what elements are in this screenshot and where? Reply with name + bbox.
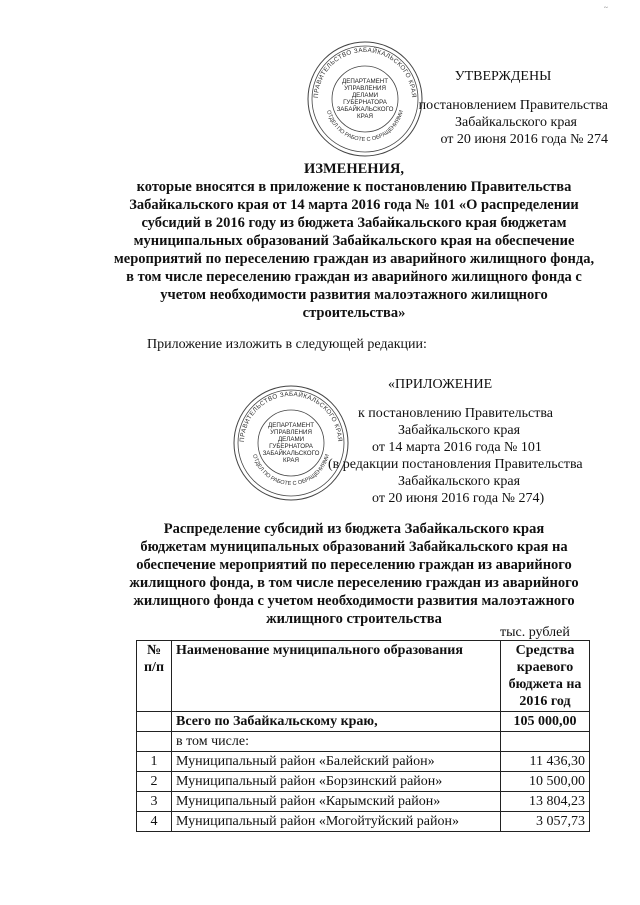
appendix-block: [328, 376, 608, 507]
approval-line: от 20 июня 2016 года № 274: [440, 132, 608, 147]
stamp-line: ДЕЛАМИ: [351, 92, 379, 99]
row-name: Муниципальный район «Борзинский район»: [172, 772, 501, 792]
appendix-line: Забайкальского края: [398, 474, 521, 489]
row-value: 13 804,23: [501, 792, 590, 812]
row-num: 4: [137, 812, 172, 832]
stamp-ring-top: ПРАВИТЕЛЬСТВО ЗАБАЙКАЛЬСКОГО КРАЯ: [312, 46, 418, 99]
table-row: [137, 752, 590, 772]
total-value: 105 000,00: [501, 712, 590, 732]
row-num: 1: [137, 752, 172, 772]
row-value: 11 436,30: [501, 752, 590, 772]
heading-line: субсидий в 2016 году из бюджета Забайкальского края бюджетам: [141, 215, 567, 231]
subheader-label: в том числе:: [172, 732, 501, 752]
appendix-line: к постановлению Правительства: [358, 406, 554, 421]
table-row: [137, 792, 590, 812]
heading-line: муниципальных образований Забайкальского края на обеспечение: [133, 233, 575, 249]
row-value: 3 057,73: [501, 812, 590, 832]
stamp-line: ЗАБАЙКАЛЬСКОГО: [262, 450, 320, 457]
header-value: Средства краевого бюджета на 2016 год: [501, 641, 590, 712]
appendix-title: «ПРИЛОЖЕНИЕ: [388, 377, 493, 392]
heading-line: которые вносятся в приложение к постановлению Правительства: [136, 179, 572, 195]
table-cell: [137, 732, 172, 752]
row-name: Муниципальный район «Могойтуйский район»: [172, 812, 501, 832]
row-value: 10 500,00: [501, 772, 590, 792]
table-cell: [137, 712, 172, 732]
approval-line: постановлением Правительства: [418, 98, 608, 113]
table-header-row: [137, 641, 590, 712]
table-row-subheader: [137, 732, 590, 752]
approval-block: [398, 68, 608, 148]
stamp-line: ЗАБАЙКАЛЬСКОГО: [336, 106, 394, 113]
heading-line: Забайкальского края от 14 марта 2016 года № 101 «О распределении: [129, 197, 579, 213]
stamp-line: УПРАВЛЕНИЯ: [344, 85, 386, 92]
section-title-line: жилищного фонда с учетом необходимости развития малоэтажного: [133, 593, 575, 609]
heading-line: учетом необходимости развития малоэтажного жилищного: [160, 287, 548, 303]
approval-title: УТВЕРЖДЕНЫ: [454, 69, 552, 84]
heading-line: строительства»: [302, 305, 406, 321]
stamp-ring-top: ПРАВИТЕЛЬСТВО ЗАБАЙКАЛЬСКОГО КРАЯ: [238, 390, 344, 443]
table-row: [137, 772, 590, 792]
appendix-line: (в редакции постановления Правительства: [328, 457, 583, 472]
stamp-line: ДЕПАРТАМЕНТ: [268, 422, 314, 429]
approval-line: Забайкальского края: [454, 115, 577, 130]
stamp-line: ДЕПАРТАМЕНТ: [342, 78, 388, 85]
stamp-line: УПРАВЛЕНИЯ: [270, 429, 312, 436]
table-row-total: [137, 712, 590, 732]
table-row: [137, 812, 590, 832]
row-num: 3: [137, 792, 172, 812]
stamp-line: ГУБЕРНАТОРА: [343, 99, 387, 106]
header-num: № п/п: [137, 641, 172, 712]
section-title: [108, 520, 600, 628]
section-title-line: жилищного строительства: [266, 611, 442, 627]
instruction-text: Приложение изложить в следующей редакции:: [147, 337, 427, 352]
row-name: Муниципальный район «Карымский район»: [172, 792, 501, 812]
header-name: Наименование муниципального образования: [172, 641, 501, 712]
total-label: Всего по Забайкальскому краю,: [172, 712, 501, 732]
units-label: тыс. рублей: [500, 625, 570, 640]
section-title-line: жилищного фонда, в том числе переселению граждан из аварийного: [129, 575, 579, 591]
stamp-ring-bottom: ОТДЕЛ ПО РАБОТЕ С ОБРАЩЕНИЯМИ: [325, 109, 405, 144]
heading-line: мероприятий по переселению граждан из аварийного жилищного фонда,: [113, 251, 595, 267]
table-cell: [501, 732, 590, 752]
stamp-ring-bottom: ОТДЕЛ ПО РАБОТЕ С ОБРАЩЕНИЯМИ: [251, 453, 331, 488]
stamp-line: ГУБЕРНАТОРА: [269, 443, 313, 450]
row-num: 2: [137, 772, 172, 792]
section-title-line: Распределение субсидий из бюджета Забайкальского края: [163, 521, 545, 537]
appendix-line: от 20 июня 2016 года № 274): [372, 491, 545, 506]
document-heading: [108, 160, 600, 322]
appendix-line: от 14 марта 2016 года № 101: [372, 440, 542, 455]
row-name: Муниципальный район «Балейский район»: [172, 752, 501, 772]
stamp-line: КРАЯ: [357, 113, 373, 120]
stamp-line: ДЕЛАМИ: [277, 436, 305, 443]
section-title-line: бюджетам муниципальных образований Забайкальского края на: [140, 539, 568, 555]
subsidy-table: [136, 640, 590, 832]
appendix-line: Забайкальского края: [398, 423, 521, 438]
section-title-line: обеспечение мероприятий по переселению граждан из аварийного: [136, 557, 572, 573]
corner-mark: ~: [604, 4, 607, 12]
heading-title: ИЗМЕНЕНИЯ,: [304, 161, 404, 177]
heading-line: в том числе переселению граждан из аварийного жилищного фонда с: [126, 269, 582, 285]
stamp-line: КРАЯ: [283, 457, 299, 464]
